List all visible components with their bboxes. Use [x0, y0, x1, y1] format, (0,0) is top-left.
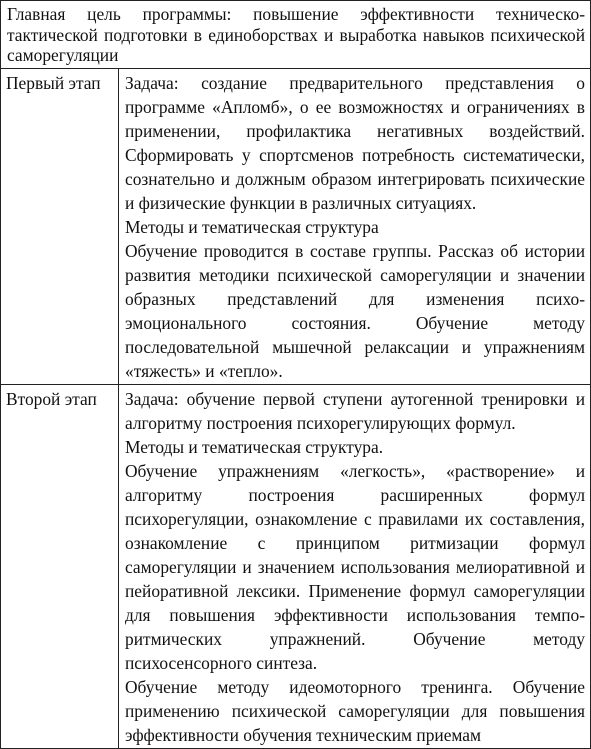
- program-goal-cell: [1, 1, 591, 69]
- program-goal-text: Главная цель программы: повышение эффективности техническо-тактической подготовки в единоборствах и выработка навыков психической саморегуляции: [7, 4, 586, 65]
- header-row: [1, 1, 591, 69]
- stage-label-first: Первый этап: [1, 69, 119, 385]
- stage-first-methods-heading: Методы и тематическая структура: [125, 217, 379, 237]
- stage-second-methods-text: Обучение упражнениям «легкость», «растворение» и алгоритму построения расширенных формул психорегуляции, ознакомление с правилами их составления, ознакомление с принципом ритмизации формул саморегуляции и значением использования мелиоративной и пейоративной лексики. Применение формул саморегуляции для повышения эффективности использования темпо-ритмических упражнений. Обучение методу психосенсорного синтеза.: [125, 461, 586, 673]
- stage-second-task: Задача: обучение первой ступени аутогенной тренировки и алгоритму построения психорегулирующих формул.: [125, 389, 586, 433]
- stage-row-second: [1, 385, 591, 749]
- stage-label-second: Второй этап: [1, 385, 119, 749]
- stage-content-second: [119, 385, 591, 749]
- stage-first-task: Задача: создание предварительного представления о программе «Апломб», о ее возможностях и ограничениях в применении, профилактика негативных воздействий. Сформировать у спортсменов потребность систематически, сознательно и должным образом интегрировать психические и физические функции в различных ситуациях.: [125, 73, 586, 213]
- stage-first-methods-text: Обучение проводится в составе группы. Рассказ об истории развития методики психической саморегуляции и значении образных представлений для изменения психо-эмоционального состояния. Обучение методу последовательной мышечной релаксации и упражнениям «тяжесть» и «тепло».: [125, 241, 586, 381]
- stage-second-methods-heading: Методы и тематическая структура.: [125, 437, 384, 457]
- stage-row-first: [1, 69, 591, 385]
- stage-second-ideomotor-text: Обучение методу идеомоторного тренинга. Обучение применению психической саморегуляции для повышения эффективности обучения техническим приемам: [125, 677, 586, 745]
- stage-content-first: [119, 69, 591, 385]
